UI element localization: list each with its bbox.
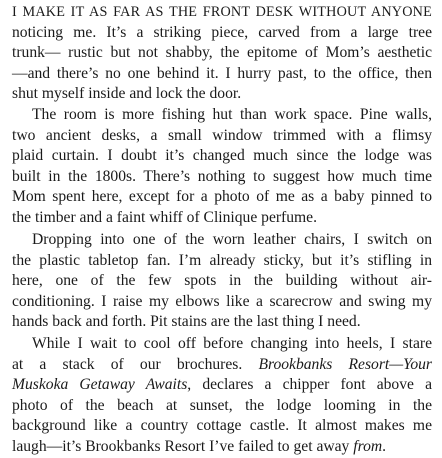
- paragraph-3: [12, 230, 432, 333]
- text-line: —and there’s no one behind it. I hurry past, to the office, then: [12, 64, 432, 82]
- text-line: the timber and a faint whiff of Clinique perfume.: [12, 208, 317, 226]
- brochure-title-italic: Brookbanks Resort—Your: [258, 355, 433, 373]
- text-line: While I wait to cool off before changing into heels, I stare: [32, 335, 432, 352]
- text-line: [12, 437, 432, 458]
- text-line: plaid curtain. I doubt it’s changed much since the lodge was: [12, 147, 432, 165]
- text-line: Mom spent here, except for a photo of me as a baby pinned to: [12, 188, 432, 206]
- text-line: The room is more fishing hut than work space. Pine walls,: [32, 106, 432, 123]
- line-text-pre: laugh—it’s Brookbanks Resort I’ve failed to get away: [12, 437, 354, 455]
- text-line: hands back and forth. Pit stains are the last thing I need.: [12, 313, 361, 331]
- text-line: here, one of the few spots in the building without air-: [12, 272, 432, 290]
- paragraph-2: [12, 105, 432, 229]
- line-text-post: , declares a chipper font above a: [187, 376, 432, 394]
- paragraph-4: [12, 334, 432, 458]
- text-line: conditioning. I raise my elbows like a scarecrow and swing my: [12, 292, 432, 310]
- text-line: noticing me. It’s a striking piece, carved from a large tree: [12, 23, 432, 41]
- text-line: shut myself inside and lock the door.: [12, 85, 242, 103]
- small-caps-opening: I MAKE IT AS FAR AS THE FRONT DESK WITHOUT ANYONE: [12, 4, 432, 20]
- brochure-subtitle-italic: Muskoka Getaway Awaits: [12, 376, 188, 394]
- text-line: photo of the beach at sunset, the lodge looming in the: [12, 396, 432, 414]
- line-text-post: .: [382, 437, 387, 455]
- text-line: [12, 355, 432, 376]
- line-text-pre: at a stack of our brochures.: [12, 355, 259, 373]
- text-line: the plastic tabletop fan. I’m already sticky, but it’s stifling in: [12, 251, 432, 269]
- paragraph-1: [12, 2, 432, 105]
- text-line: [12, 2, 432, 23]
- emphasis-italic: from: [353, 437, 383, 455]
- text-line: two ancient desks, a small window trimmed with a flimsy: [12, 126, 432, 144]
- text-line: background like a country cottage castle. It almost makes me: [12, 417, 432, 435]
- text-line: trunk— rustic but not shabby, the epitome of Mom’s aesthetic: [12, 44, 432, 62]
- text-line: built in the 1800s. There’s nothing to suggest how much time: [12, 167, 432, 185]
- text-line: [12, 375, 432, 396]
- text-line: Dropping into one of the worn leather chairs, I switch on: [32, 231, 432, 248]
